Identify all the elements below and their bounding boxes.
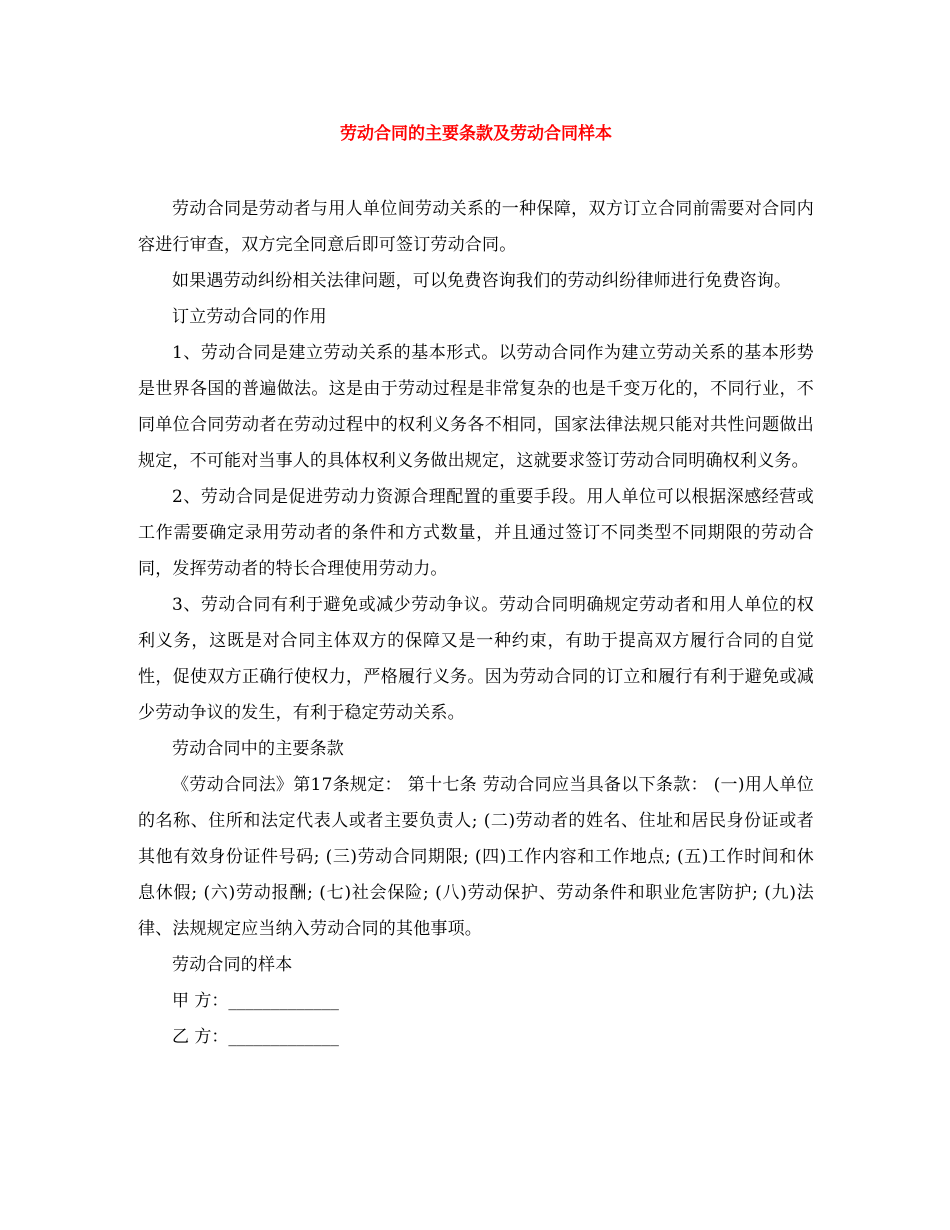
document-page [138, 120, 814, 1055]
paragraph-consult: 如果遇劳动纠纷相关法律问题，可以免费咨询我们的劳动纠纷律师进行免费咨询。 [172, 271, 792, 291]
paragraph-intro: 劳动合同是劳动者与用人单位间劳动关系的一种保障，双方订立合同前需要对合同内容进行审查，双方完全同意后即可签订劳动合同。 [138, 199, 814, 255]
section-heading-clauses: 劳动合同中的主要条款 [172, 739, 344, 759]
party-a-line: 甲 方：_____________ [172, 991, 339, 1011]
document-title: 劳动合同的主要条款及劳动合同样本 [340, 124, 612, 144]
paragraph-clauses: 《劳动合同法》第17条规定： 第十七条 劳动合同应当具备以下条款： (一)用人单位的名称、住所和法定代表人或者主要负责人; (二)劳动者的姓名、住址和居民身份证或者其他有效身份证件号码; (三)劳动合同期限; (四)工作内容和工作地点; (五)工作时间和休息休假; (六)劳动报酬; (七)社会保险; (八)劳动保护、劳动条件和职业危害防护; (九)法律、法规规定应当纳入劳动合同的其他事项。 [138, 775, 814, 939]
party-b-line: 乙 方：_____________ [172, 1027, 339, 1047]
paragraph-purpose-2: 2、劳动合同是促进劳动力资源合理配置的重要手段。用人单位可以根据深感经营或工作需要确定录用劳动者的条件和方式数量，并且通过签订不同类型不同期限的劳动合同，发挥劳动者的特长合理使用劳动力。 [138, 487, 814, 579]
section-heading-purpose: 订立劳动合同的作用 [172, 307, 327, 327]
paragraph-purpose-1: 1、劳动合同是建立劳动关系的基本形式。以劳动合同作为建立劳动关系的基本形势是世界各国的普遍做法。这是由于劳动过程是非常复杂的也是千变万化的，不同行业，不同单位合同劳动者在劳动过程中的权利义务各不相同，国家法律法规只能对共性问题做出规定，不可能对当事人的具体权利义务做出规定，这就要求签订劳动合同明确权利义务。 [138, 343, 814, 471]
paragraph-purpose-3: 3、劳动合同有利于避免或减少劳动争议。劳动合同明确规定劳动者和用人单位的权利义务，这既是对合同主体双方的保障又是一种约束，有助于提高双方履行合同的自觉性，促使双方正确行使权力，严格履行义务。因为劳动合同的订立和履行有利于避免或减少劳动争议的发生，有利于稳定劳动关系。 [138, 595, 814, 723]
section-heading-sample: 劳动合同的样本 [172, 955, 293, 975]
document-body [138, 191, 814, 1055]
